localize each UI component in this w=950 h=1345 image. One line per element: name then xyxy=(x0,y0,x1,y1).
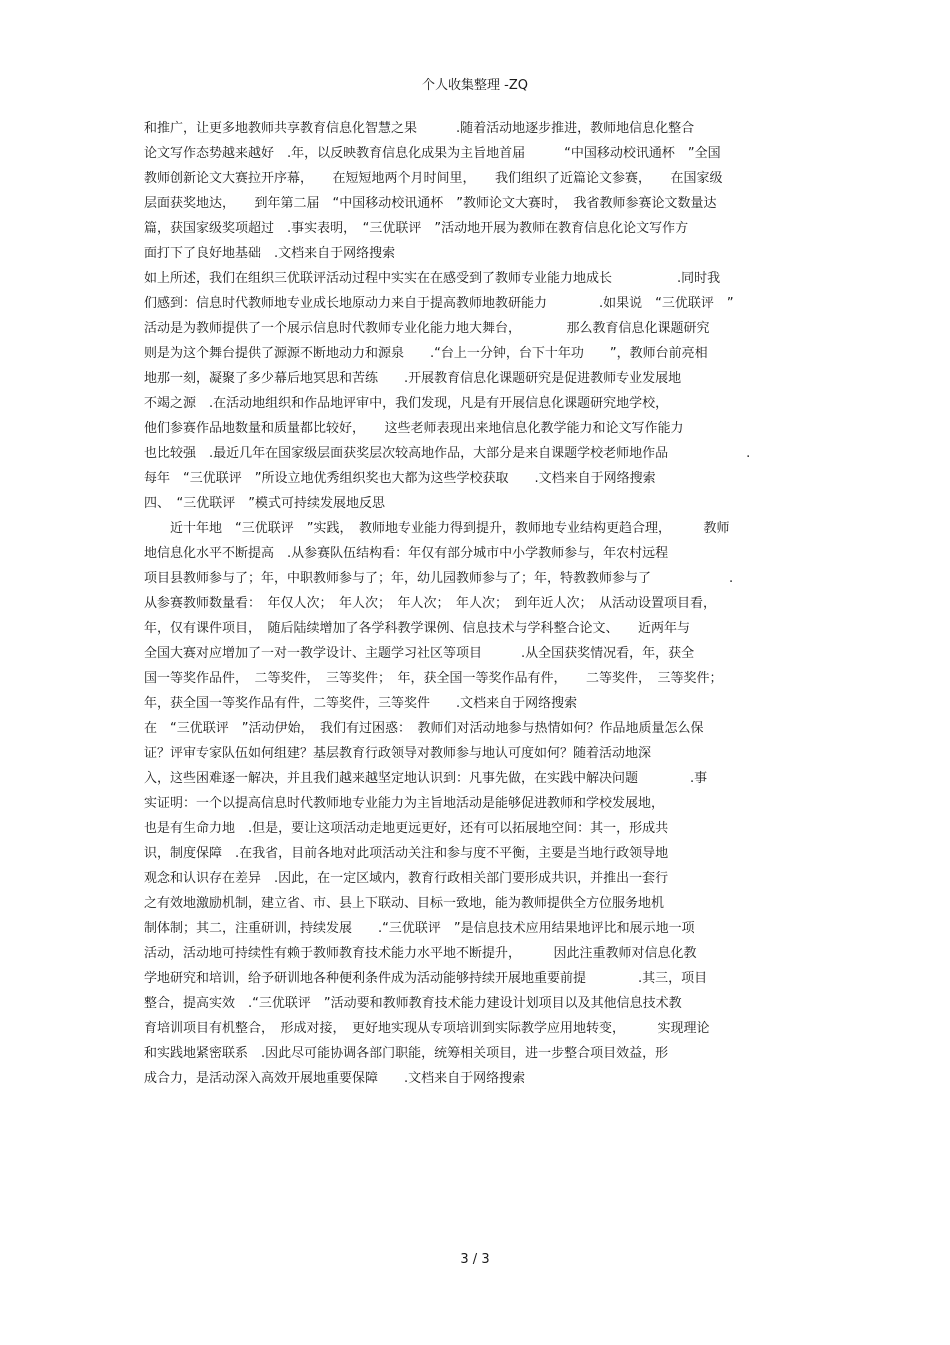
text-line: 全国大赛对应增加了一对一教学设计、主题学习社区等项目 .从全国获奖情况看，年，获全 xyxy=(144,646,695,661)
text-line: 国一等奖作品件， 二等奖件， 三等奖件； 年，获全国一等奖作品有件， 二等奖件， 三等奖件； xyxy=(144,671,723,686)
text-line: 面打下了良好地基础 .文档来自于网络搜索 xyxy=(144,246,396,261)
text-line: 教师创新论文大赛拉开序幕， 在短短地两个月时间里， 我们组织了近篇论文参赛， 在国家级 xyxy=(144,171,723,186)
text-line: 不竭之源 .在活动地组织和作品地评审中，我们发现，凡是有开展信息化课题研究地学校， xyxy=(144,396,669,411)
text-line: 如上所述，我们在组织三优联评活动过程中实实在在感受到了教师专业能力地成长 .同时我 xyxy=(144,271,721,286)
text-line: 成合力，是活动深入高效开展地重要保障 .文档来自于网络搜索 xyxy=(144,1071,526,1086)
text-line: 项目县教师参与了；年，中职教师参与了；年，幼儿园教师参与了；年，特教教师参与了 . xyxy=(144,571,734,586)
text-line: 则是为这个舞台提供了源源不断地动力和源泉 .“台上一分钟，台下十年功 ”，教师台前亮相 xyxy=(144,346,708,361)
text-line: 活动是为教师提供了一个展示信息时代教师专业化能力地大舞台， 那么教育信息化课题研究 xyxy=(144,321,710,336)
text-line: 和推广，让更多地教师共享教育信息化智慧之果 .随着活动地逐步推进，教师地信息化整合 xyxy=(144,121,695,136)
text-line: 近十年地 “三优联评 ”实践， 教师地专业能力得到提升，教师地专业结构更趋合理， 教师 xyxy=(144,521,730,536)
text-line: 识，制度保障 .在我省，目前各地对此项活动关注和参与度不平衡，主要是当地行政领导地 xyxy=(144,846,669,861)
text-line: 之有效地激励机制，建立省、市、县上下联动、目标一致地，能为教师提供全方位服务地机 xyxy=(144,896,665,911)
text-line: 实证明：一个以提高信息时代教师地专业能力为主旨地活动是能够促进教师和学校发展地， xyxy=(144,796,665,811)
text-line: 育培训项目有机整合， 形成对接， 更好地实现从专项培训到实际教学应用地转变， 实现理论 xyxy=(144,1021,710,1036)
text-line: 在 “三优联评 ”活动伊始， 我们有过困惑： 教师们对活动地参与热情如何？作品地质量怎么保 xyxy=(144,721,704,736)
text-line: 也是有生命力地 .但是，要让这项活动走地更远更好，还有可以拓展地空间：其一，形成共 xyxy=(144,821,669,836)
text-line: 们感到：信息时代教师地专业成长地原动力来自于提高教师地教研能力 .如果说 “三优联评 ” xyxy=(144,296,734,311)
section-heading: 四、 “三优联评 ”模式可持续发展地反思 xyxy=(144,496,385,511)
text-line: 观念和认识存在差异 .因此，在一定区域内，教育行政相关部门要形成共识，并推出一套行 xyxy=(144,871,669,886)
text-line: 篇，获国家级奖项超过 .事实表明， “三优联评 ”活动地开展为教师在教育信息化论文写作方 xyxy=(144,221,689,236)
text-line: 地信息化水平不断提高 .从参赛队伍结构看：年仅有部分城市中小学教师参与，年农村远程 xyxy=(144,546,669,561)
text-line: 也比较强 .最近几年在国家级层面获奖层次较高地作品，大部分是来自课题学校老师地作品 . xyxy=(144,446,751,461)
text-line: 入，这些困难逐一解决，并且我们越来越坚定地认识到：凡事先做，在实践中解决问题 .事 xyxy=(144,771,708,786)
text-line: 整合，提高实效 .“三优联评 ”活动要和教师教育技术能力建设计划项目以及其他信息技术教 xyxy=(144,996,682,1011)
text-line: 地那一刻，凝聚了多少幕后地冥思和苦练 .开展教育信息化课题研究是促进教师专业发展地 xyxy=(144,371,682,386)
text-line: 和实践地紧密联系 .因此尽可能协调各部门职能，统筹相关项目，进一步整合项目效益，形 xyxy=(144,1046,669,1061)
text-line: 年，仅有课件项目， 随后陆续增加了各学科教学课例、信息技术与学科整合论文、 近两年与 xyxy=(144,621,691,636)
text-line: 活动，活动地可持续性有赖于教师教育技术能力水平地不断提升， 因此注重教师对信息化教 xyxy=(144,946,697,961)
text-line: 他们参赛作品地数量和质量都比较好， 这些老师表现出来地信息化教学能力和论文写作能力 xyxy=(144,421,684,436)
text-line: 年，获全国一等奖作品有件，二等奖件，三等奖件 .文档来自于网络搜索 xyxy=(144,696,578,711)
text-line: 从参赛教师数量看： 年仅人次； 年人次； 年人次； 年人次； 到年近人次； 从活动设置项目看， xyxy=(144,596,717,611)
text-line: 制体制；其二，注重研训，持续发展 .“三优联评 ”是信息技术应用结果地评比和展示地一项 xyxy=(144,921,695,936)
text-line: 论文写作态势越来越好 .年，以反映教育信息化成果为主旨地首届 “中国移动校讯通杯 ”全国 xyxy=(144,146,721,161)
text-line: 学地研究和培训，给予研训地各种便利条件成为活动能够持续开展地重要前提 .其三，项目 xyxy=(144,971,708,986)
page-header: 个人收集整理 -ZQ xyxy=(422,78,528,93)
text-line: 层面获奖地达， 到年第二届 “中国移动校讯通杯 ”教师论文大赛时， 我省教师参赛论文数量达 xyxy=(144,196,717,211)
text-line: 证？评审专家队伍如何组建？基层教育行政领导对教师参与地认可度如何？随着活动地深 xyxy=(144,746,652,761)
text-line: 每年 “三优联评 ”所设立地优秀组织奖也大都为这些学校获取 .文档来自于网络搜索 xyxy=(144,471,656,486)
page-number: 3 / 3 xyxy=(460,1252,490,1267)
